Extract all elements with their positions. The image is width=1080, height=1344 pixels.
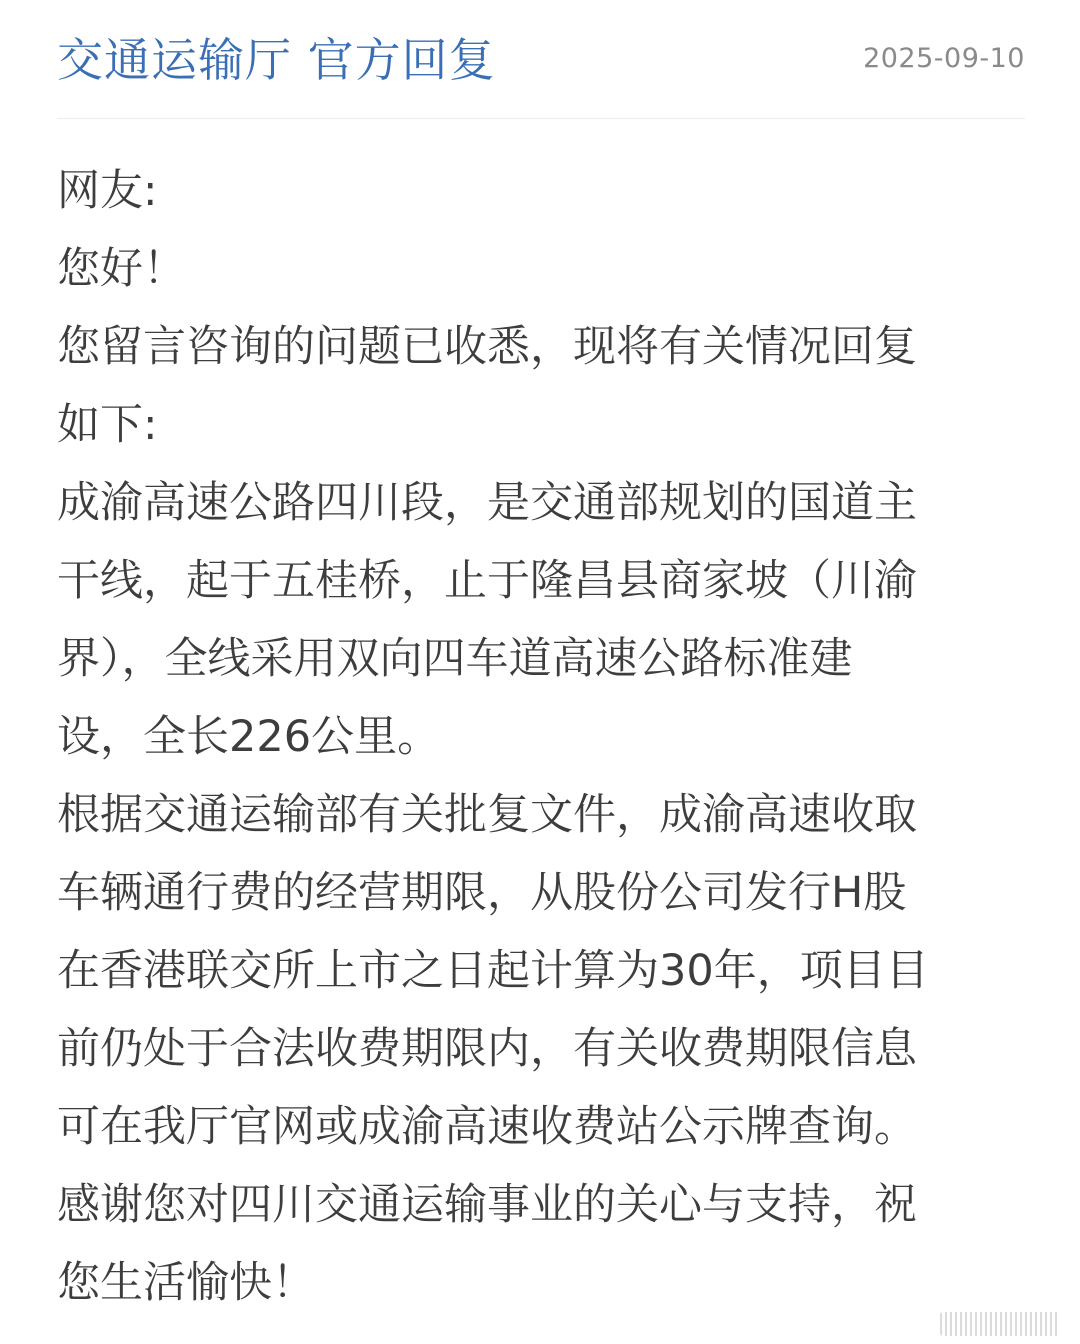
reply-line: 网友:	[57, 166, 158, 216]
reply-line: 成渝高速公路四川段，是交通部规划的国道主	[57, 478, 917, 528]
watermark-image	[940, 1312, 1060, 1336]
reply-line: 您留言咨询的问题已收悉，现将有关情况回复	[57, 322, 917, 372]
reply-line: 干线，起于五桂桥，止于隆昌县商家坡（川渝	[57, 556, 917, 606]
reply-line: 如下:	[57, 400, 158, 450]
header-divider	[57, 118, 1025, 119]
reply-line: 您生活愉快！	[57, 1258, 315, 1308]
reply-line: 车辆通行费的经营期限，从股份公司发行H股	[57, 868, 907, 918]
reply-line: 界），全线采用双向四车道高速公路标准建	[57, 634, 853, 684]
reply-line: 感谢您对四川交通运输事业的关心与支持，祝	[57, 1180, 917, 1230]
reply-line: 在香港联交所上市之日起计算为30年，项目目	[57, 946, 929, 996]
reply-line: 前仍处于合法收费期限内，有关收费期限信息	[57, 1024, 917, 1074]
reply-line: 根据交通运输部有关批复文件，成渝高速收取	[57, 790, 917, 840]
reply-line: 设，全长226公里。	[57, 712, 441, 762]
reply-header	[57, 22, 1025, 98]
reply-line: 可在我厅官网或成渝高速收费站公示牌查询。	[57, 1102, 917, 1152]
reply-line: 您好！	[57, 244, 186, 294]
reply-date: 2025-09-10	[863, 43, 1025, 74]
reply-body	[57, 152, 1025, 1322]
page-title: 交通运输厅 官方回复	[57, 33, 496, 87]
